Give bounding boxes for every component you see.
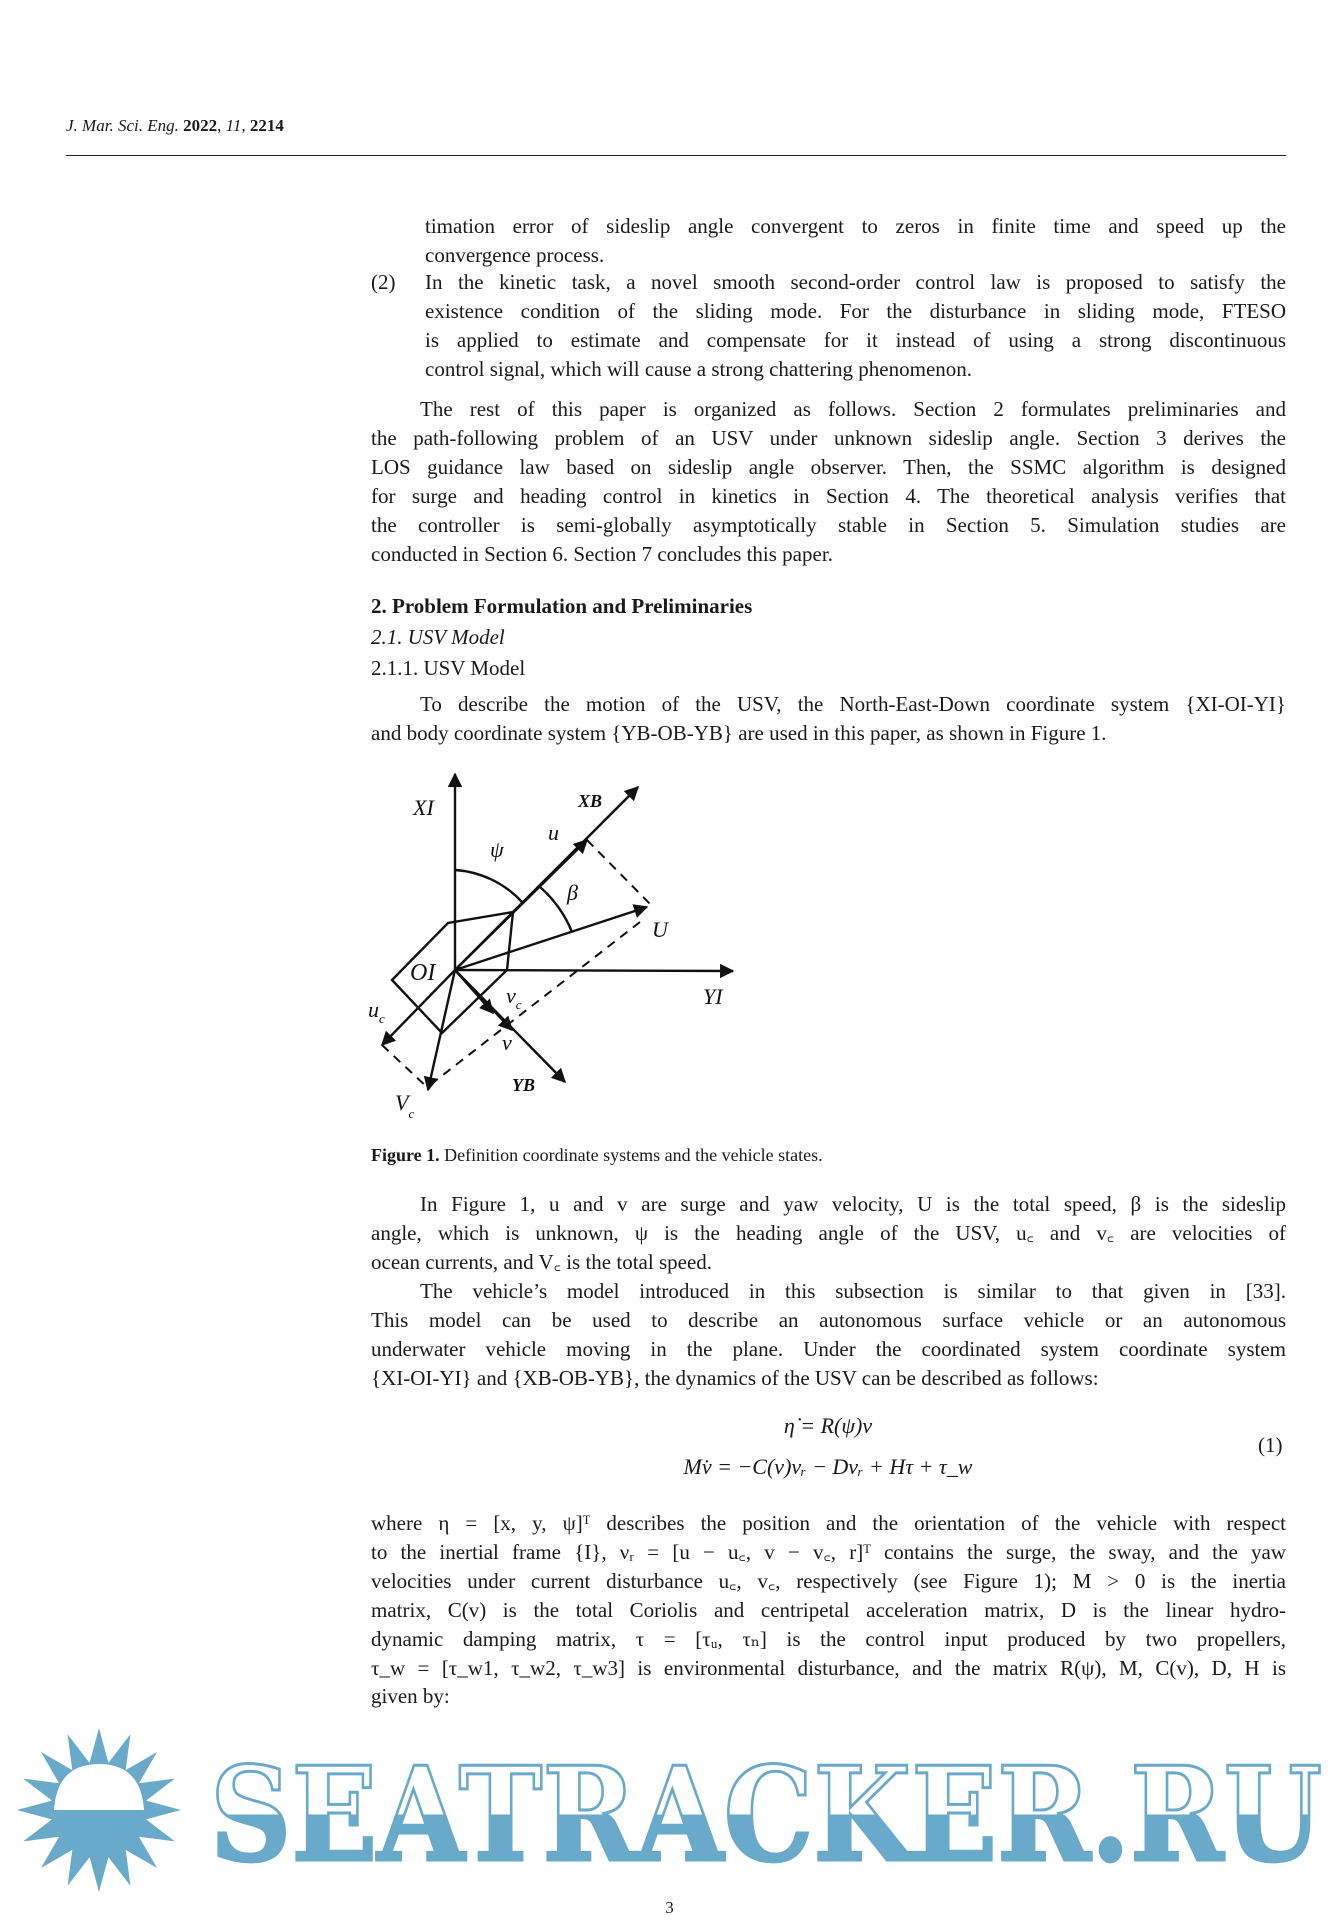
para-where-line: velocities under current disturbance u꜀, v꜀, respectively (see Figure 1); M > 0 is the inertia bbox=[371, 1568, 1286, 1593]
para-figure-line: ocean currents, and V꜀ is the total speed. bbox=[371, 1249, 713, 1274]
seatracker-watermark bbox=[0, 1720, 1339, 1892]
label-psi: ψ bbox=[490, 837, 504, 862]
list-item-2-line: is applied to estimate and compensate for it instead of using a strong discontinuous bbox=[425, 327, 1286, 352]
label-U: U bbox=[652, 917, 668, 942]
psi-arc bbox=[455, 870, 522, 902]
label-uc: $u_c$ bbox=[368, 997, 385, 1026]
header-rule bbox=[66, 155, 1286, 156]
list-number: (2) bbox=[371, 270, 396, 294]
subsection-heading: 2.1. USV Model bbox=[371, 625, 505, 649]
para-where-line: dynamic damping matrix, τ = [τᵤ, τₙ] is the control input produced by two propellers, bbox=[371, 1626, 1286, 1651]
figure-1-diagram bbox=[360, 760, 760, 1160]
journal-name: J. Mar. Sci. Eng. bbox=[66, 116, 179, 135]
list-item-cont-line: convergence process. bbox=[425, 242, 605, 267]
para-where-line: given by: bbox=[371, 1684, 450, 1709]
para-rest-line: LOS guidance law based on sideslip angle observer. Then, the SSMC algorithm is designed bbox=[371, 454, 1286, 479]
label-u: u bbox=[548, 820, 559, 845]
yi-axis bbox=[455, 970, 733, 971]
list-item-2-line: control signal, which will cause a strong chattering phenomenon. bbox=[425, 356, 973, 381]
label-vc: $v_c$ bbox=[506, 983, 522, 1012]
u-vector bbox=[455, 840, 587, 970]
para-where-line: τ_w = [τ_w1, τ_w2, τ_w3] is environmental disturbance, and the matrix R(ψ), M, C(v), D, H is bbox=[371, 1655, 1286, 1680]
label-beta: β bbox=[567, 880, 578, 905]
list-item-2-line: In the kinetic task, a novel smooth second-order control law is proposed to satisfy the bbox=[425, 270, 1286, 294]
para-model-line: {XI-OI-YI} and {XB-OB-YB}, the dynamics of the USV can be described as follows: bbox=[371, 1365, 1099, 1390]
list-item-cont-line: timation error of sideslip angle convergent to zeros in finite time and speed up the bbox=[425, 214, 1286, 238]
para-rest-line: conducted in Section 6. Section 7 concludes this paper. bbox=[371, 541, 833, 566]
subsubsection-heading: 2.1.1. USV Model bbox=[371, 656, 526, 680]
label-Vc: $V_c$ bbox=[395, 1090, 415, 1121]
label-yi: YI bbox=[703, 984, 723, 1009]
para-figure-line: In Figure 1, u and v are surge and yaw velocity, U is the total speed, β is the sideslip bbox=[420, 1192, 1286, 1216]
label-xi: XI bbox=[413, 795, 434, 820]
caption-label: Figure 1. bbox=[371, 1145, 440, 1165]
para-model-line: This model can be used to describe an autonomous surface vehicle or an autonomous bbox=[371, 1307, 1286, 1332]
watermark-text: SEATRACKER.RU bbox=[210, 1738, 1322, 1891]
figure-caption bbox=[371, 1142, 823, 1168]
para-describe-line: To describe the motion of the USV, the North-East-Down coordinate system {XI-OI-YI} bbox=[420, 692, 1286, 716]
Vc-vector bbox=[428, 970, 455, 1090]
year: 2022 bbox=[183, 116, 218, 135]
para-model-line: The vehicle’s model introduced in this subsection is similar to that given in [33]. bbox=[420, 1279, 1286, 1303]
label-oi: OI bbox=[410, 960, 436, 986]
para-where-line: matrix, C(v) is the total Coriolis and centripetal acceleration matrix, D is the linear hydro- bbox=[371, 1597, 1286, 1622]
para-model-line: underwater vehicle moving in the plane. Under the coordinated system coordinate system bbox=[371, 1336, 1286, 1361]
page-number: 3 bbox=[665, 1898, 674, 1917]
article-number: 2214 bbox=[249, 116, 284, 135]
para-rest-line: the controller is semi-globally asymptotically stable in Section 5. Simulation studies are bbox=[371, 512, 1286, 537]
volume: 11 bbox=[225, 116, 242, 135]
sun-logo-icon bbox=[17, 1728, 181, 1892]
label-v: v bbox=[502, 1030, 512, 1055]
para-rest-line: the path-following problem of an USV under unknown sideslip angle. Section 3 derives the bbox=[371, 425, 1286, 450]
equation-line-2: Mv̇ = −C(v)vᵣ − Dvᵣ + Hτ + τ_w bbox=[683, 1454, 973, 1479]
equation-number: (1) bbox=[1258, 1433, 1283, 1457]
caption-text: Definition coordinate systems and the vehicle states. bbox=[439, 1145, 823, 1165]
para-figure-line: angle, which is unknown, ψ is the heading angle of the USV, u꜀ and v꜀ are velocities of bbox=[371, 1220, 1286, 1245]
equation-line-1: η̇ = R(ψ)v bbox=[783, 1413, 873, 1438]
section-heading: 2. Problem Formulation and Preliminaries bbox=[371, 594, 753, 618]
para-rest-line: for surge and heading control in kinetics in Section 4. The theoretical analysis verifies that bbox=[371, 483, 1286, 508]
para-where-line: to the inertial frame {I}, νᵣ = [u − u꜀, v − v꜀, r]ᵀ contains the surge, the sway, and the yaw bbox=[371, 1539, 1286, 1564]
para-rest-line: The rest of this paper is organized as follows. Section 2 formulates preliminaries and bbox=[420, 397, 1286, 421]
label-yb: YB bbox=[512, 1075, 536, 1095]
v-vector bbox=[455, 970, 512, 1030]
para-describe-line: and body coordinate system {YB-OB-YB} are used in this paper, as shown in Figure 1. bbox=[371, 720, 1107, 745]
running-header: J. Mar. Sci. Eng. 2022, 11, 2214 bbox=[66, 116, 284, 135]
list-item-2-line: existence condition of the sliding mode. For the disturbance in sliding mode, FTESO bbox=[425, 298, 1286, 323]
para-where-line: where η = [x, y, ψ]ᵀ describes the position and the orientation of the vehicle with respect bbox=[371, 1511, 1286, 1535]
label-xb: XB bbox=[578, 791, 603, 811]
